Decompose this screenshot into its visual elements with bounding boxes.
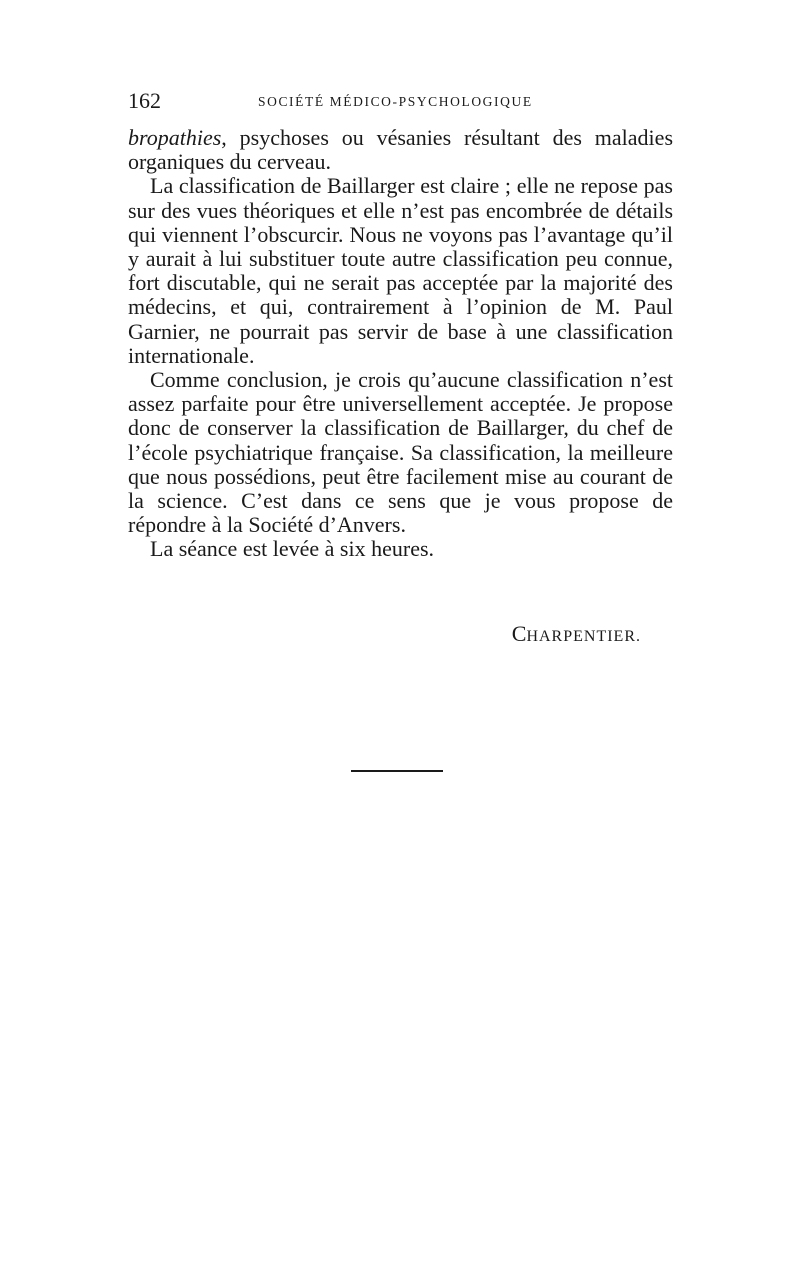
paragraph-continuation xyxy=(128,126,673,174)
paragraph-baillarger: La classification de Baillarger est claire ; elle ne repose pas sur des vues théoriques et elle n’est pas encombrée de détails qui viennent l’obscurcir. Nous ne voyons pas l’avantage qu’il y aurait à lui substituer toute autre classification peu connue, fort discutable, qui ne serait pas acceptée par la majorité des médecins, et qui, contrairement à l’opinion de M. Paul Garnier, ne pourrait pas servir de base à une classification internationale. xyxy=(128,173,673,368)
running-head: SOCIÉTÉ MÉDICO-PSYCHOLOGIQUE xyxy=(258,94,533,109)
signature-initial: C xyxy=(511,621,527,646)
paragraph-closing: La séance est levée à six heures. xyxy=(150,536,435,562)
body-text xyxy=(128,126,673,562)
signature xyxy=(128,619,641,652)
section-end-rule xyxy=(351,770,443,772)
signature-rest: HARPENTIER. xyxy=(526,628,641,645)
page-header xyxy=(128,86,673,118)
italic-word: bropathies xyxy=(128,125,222,150)
paragraph-text: , psychoses ou vésanies résultant des maladies organiques du cerveau. xyxy=(128,125,673,175)
page-number: 162 xyxy=(128,88,161,113)
paragraph-conclusion: Comme conclusion, je crois qu’aucune classification n’est assez parfaite pour être universellement acceptée. Je propose donc de conserver la classification de Baillarger, du chef de l’école psychiatrique française. Sa classification, la meilleure que nous possédions, peut être facilement mise au courant de la science. C’est dans ce sens que je vous propose de répondre à la Société d’Anvers. xyxy=(128,367,673,538)
